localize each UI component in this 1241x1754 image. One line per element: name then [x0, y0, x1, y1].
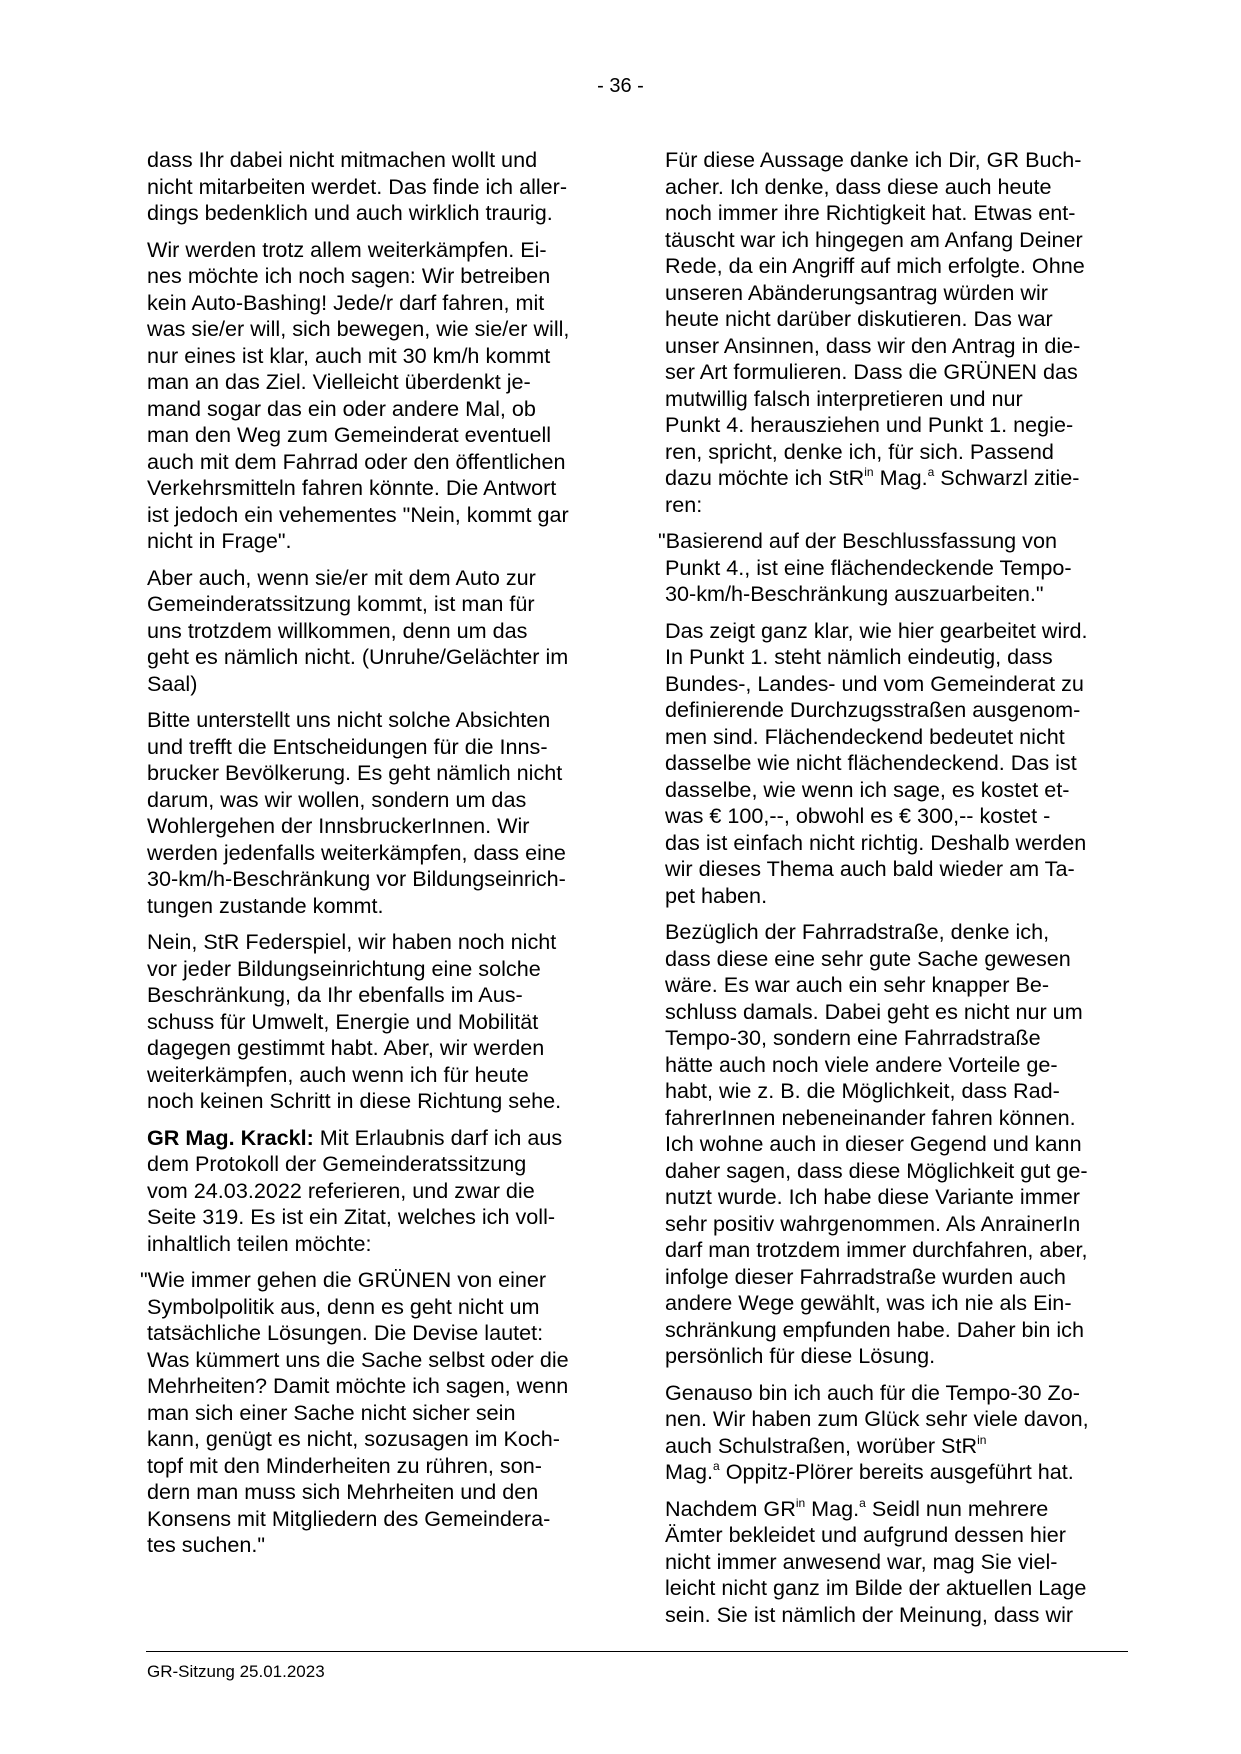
paragraph-rest: [147, 1151, 555, 1256]
text-line: dass diese eine sehr gute Sache gewesen: [665, 945, 1071, 971]
paragraph: [665, 919, 1129, 1370]
text-line: ist jedoch ein vehementes "Nein, kommt gar: [147, 501, 569, 527]
text-line: leicht nicht ganz im Bilde der aktuellen Lage: [665, 1575, 1087, 1600]
text-line: was sie/er will, sich bewegen, wie sie/er will,: [147, 316, 570, 341]
text-line: Wir werden trotz allem weiterkämpfen. Ei-: [147, 236, 547, 262]
text-line: Ich wohne auch in dieser Gegend und kann: [665, 1131, 1082, 1156]
text-line: dagegen gestimmt habt. Aber, wir werden: [147, 1035, 545, 1060]
text-line: weiterkämpfen, auch wenn ich für heute: [147, 1061, 529, 1087]
text-line: darum, was wir wollen, sondern um das: [147, 786, 527, 812]
text-line: nutzt wurde. Ich habe diese Variante immer: [665, 1184, 1080, 1209]
text-line: tungen zustande kommt.: [147, 892, 384, 918]
text-line: Wohlergehen der InnsbruckerInnen. Wir: [147, 813, 530, 838]
text-line: uns trotzdem willkommen, denn um das: [147, 617, 528, 643]
text-line: daher sagen, dass diese Möglichkeit gut ge-: [665, 1157, 1088, 1183]
paragraph: [147, 929, 609, 1115]
text-line: Verkehrsmitteln fahren könnte. Die Antwort: [147, 475, 557, 500]
text-line: hätte auch noch viele andere Vorteile ge-: [665, 1051, 1058, 1077]
text-line: Saal): [147, 670, 198, 696]
text-line: definierende Durchzugsstraßen ausgenom-: [665, 697, 1081, 722]
text-line: Bundes-, Landes- und vom Gemeinderat zu: [665, 670, 1084, 696]
page-number: - 36 -: [597, 75, 644, 97]
text-line: Aber auch, wenn sie/er mit dem Auto zur: [147, 564, 536, 590]
text-line: Bezüglich der Fahrradstraße, denke ich,: [665, 919, 1050, 944]
text-line: unseren Abänderungsantrag würden wir: [665, 279, 1048, 305]
text-line: Konsens mit Mitgliedern des Gemeindera-: [147, 1505, 551, 1531]
text-line: mutwillig falsch interpretieren und nur: [665, 385, 1023, 411]
text-line: "Wie immer gehen die GRÜNEN von einer: [140, 1267, 547, 1292]
text-line: nicht mitarbeiten werdet. Das finde ich aller-: [147, 173, 568, 199]
quote: [140, 1267, 609, 1559]
text-line: geht es nämlich nicht. (Unruhe/Gelächter im: [147, 644, 569, 669]
paragraph: [147, 565, 609, 698]
text-line: sehr positiv wahrgenommen. Als AnrainerIn: [665, 1210, 1081, 1236]
text-line: nicht in Frage".: [147, 528, 292, 553]
paragraph-rest: [665, 1522, 1086, 1627]
text-line: werden jedenfalls weiterkämpfen, dass eine: [147, 839, 566, 865]
text-line: Was kümmert uns die Sache selbst oder die: [147, 1346, 569, 1372]
text-line: ren, spricht, denke ich, für sich. Passend: [665, 438, 1054, 464]
text-line: acher. Ich denke, dass diese auch heute: [665, 173, 1052, 199]
text-line: man sich einer Sache nicht sicher sein: [147, 1399, 516, 1425]
text-line: Nein, StR Federspiel, wir haben noch nicht: [147, 929, 557, 954]
text-line: dings bedenklich und auch wirklich traurig.: [147, 200, 553, 225]
right-column: [658, 147, 1129, 1638]
text-line: In Punkt 1. steht nämlich eindeutig, dass: [665, 644, 1053, 669]
text-line: Bitte unterstellt uns nicht solche Absichten: [147, 707, 551, 732]
paragraph: [147, 707, 609, 919]
text-line: wäre. Es war auch ein sehr knapper Be-: [665, 972, 1050, 997]
text-line: Punkt 4. herausziehen und Punkt 1. negie-: [665, 412, 1074, 437]
text-line: persönlich für diese Lösung.: [665, 1343, 936, 1368]
text-line: "Basierend auf der Beschlussfassung von: [658, 528, 1057, 553]
text-line: Rede, da ein Angriff auf mich erfolgte. Ohne: [665, 253, 1085, 278]
text-line: Ämter bekleidet und aufgrund dessen hier: [665, 1522, 1066, 1547]
paragraph: [665, 618, 1129, 910]
text-line: dem Protokoll der Gemeinderatssitzung: [147, 1151, 527, 1176]
text-line: tes suchen.": [147, 1532, 266, 1557]
text-line: fahrerInnen nebeneinander fahren können.: [665, 1104, 1076, 1130]
text-line: habt, wie z. B. die Möglichkeit, dass Rad-: [665, 1078, 1060, 1103]
text-line: Mehrheiten? Damit möchte ich sagen, wenn: [147, 1373, 569, 1398]
text-line: unser Ansinnen, dass wir den Antrag in die-: [665, 332, 1081, 358]
text-line: Beschränkung, da Ihr ebenfalls im Aus-: [147, 982, 523, 1007]
paragraph-lines: [665, 147, 1085, 464]
text-line: 30-km/h-Beschränkung vor Bildungseinrich-: [147, 866, 566, 891]
text-line: vor jeder Bildungseinrichtung eine solche: [147, 955, 541, 981]
text-line: tatsächliche Lösungen. Die Devise lautet:: [147, 1320, 544, 1345]
text-line: pet haben.: [665, 882, 768, 908]
text-line: man den Weg zum Gemeinderat eventuell: [147, 422, 552, 447]
text-line: auch mit dem Fahrrad oder den öffentlichen: [147, 448, 566, 474]
text-line: topf mit den Minderheiten zu rühren, son-: [147, 1452, 542, 1478]
text-line: täuscht war ich hingegen am Anfang Deiner: [665, 226, 1083, 252]
text-line: vom 24.03.2022 referieren, und zwar die: [147, 1177, 535, 1203]
text-line: Seite 319. Es ist ein Zitat, welches ich voll-: [147, 1204, 556, 1229]
text-line: heute nicht darüber diskutieren. Das war: [665, 306, 1053, 331]
text-line: Für diese Aussage danke ich Dir, GR Buch-: [665, 147, 1082, 172]
text-line: nes möchte ich noch sagen: Wir betreiben: [147, 263, 551, 288]
text-line: Das zeigt ganz klar, wie hier gearbeitet wird.: [665, 617, 1088, 643]
text-line: infolge dieser Fahrradstraße wurden auch: [665, 1263, 1066, 1289]
text-line: was € 100,--, obwohl es € 300,-- kostet -: [665, 803, 1051, 828]
text-line: noch keinen Schritt in diese Richtung sehe.: [147, 1088, 562, 1113]
text-line: und trefft die Entscheidungen für die Inns-: [147, 733, 548, 759]
text-line: Symbolpolitik aus, denn es geht nicht um: [147, 1293, 540, 1319]
text-line: kein Auto-Bashing! Jede/r darf fahren, mit: [147, 289, 545, 315]
text-line: wir dieses Thema auch bald wieder am Ta-: [665, 856, 1075, 881]
text-line: Tempo-30, sondern eine Fahrradstraße: [665, 1025, 1041, 1050]
text-line: Punkt 4., ist eine flächendeckende Tempo-: [665, 554, 1072, 580]
footer-divider: [146, 1651, 1128, 1652]
text-line: sein. Sie ist nämlich der Meinung, dass wir: [665, 1601, 1074, 1627]
text-line: dasselbe, wie wenn ich sage, es kostet et-: [665, 776, 1070, 802]
left-column: [140, 147, 609, 1569]
text-line: ser Art formulieren. Dass die GRÜNEN das: [665, 359, 1078, 384]
text-line: nicht immer anwesend war, mag Sie viel-: [665, 1548, 1058, 1574]
quote: [658, 528, 1129, 608]
footer-text: GR-Sitzung 25.01.2023: [147, 1662, 325, 1681]
text-line: das ist einfach nicht richtig. Deshalb werden: [665, 829, 1087, 855]
text-line: schuss für Umwelt, Energie und Mobilität: [147, 1008, 539, 1034]
text-line: darf man trotzdem immer durchfahren, aber,: [665, 1237, 1088, 1262]
text-line: man an das Ziel. Vielleicht überdenkt je-: [147, 369, 531, 394]
paragraph: Genauso bin ich auch für die Tempo-30 Zo- nen. Wir haben zum Glück sehr viele davon, auch Schulstraßen, worüber StR$^{in}$ Mag.$^a$ Oppitz-Plörer bereits ausgeführt hat.: [665, 1379, 1089, 1484]
text-line: dass Ihr dabei nicht mitmachen wollt und: [147, 147, 538, 172]
paragraph: Nachdem $GR^{in}$ Mag.$^a$ Seidl nun mehrere Ämter bekleidet und aufgrund dessen hier nicht immer anwesend war, mag Sie viel- leicht nicht ganz im Bilde der aktuellen Lage sein. Sie ist nämlich der Meinung, dass wir: [665, 1495, 1087, 1627]
speaker-paragraph: GR Mag. Krackl: Mit Erlaubnis darf ich aus dem Protokoll der Gemeinderatssitzung vom 24.03.2022 referieren, und zwar die Seite 319. Es ist ein Zitat, welches ich voll- inhaltlich teilen möchte:: [147, 1124, 563, 1256]
text-line: 30-km/h-Beschränkung auszuarbeiten.": [665, 581, 1044, 606]
paragraph: [147, 237, 609, 555]
paragraph: [147, 147, 609, 227]
speaker-name: GR Mag. Krackl:: [147, 1124, 314, 1150]
text-line: men sind. Flächendeckend bedeutet nicht: [665, 723, 1065, 749]
text-line: nur eines ist klar, auch mit 30 km/h kommt: [147, 342, 551, 368]
text-line: inhaltlich teilen möchte:: [147, 1230, 372, 1256]
text-line: dern man muss sich Mehrheiten und den: [147, 1479, 539, 1504]
text-line: andere Wege gewählt, was ich nie als Ein-: [665, 1290, 1072, 1315]
text-line: mand sogar das ein oder andere Mal, ob: [147, 395, 536, 421]
text-line: brucker Bevölkerung. Es geht nämlich nicht: [147, 760, 563, 785]
text-line: Gemeinderatssitzung kommt, ist man für: [147, 591, 535, 616]
text-line: dasselbe wie nicht flächendeckend. Das ist: [665, 750, 1077, 775]
text-line: noch immer ihre Richtigkeit hat. Etwas ent-: [665, 200, 1076, 225]
text-line: schränkung empfunden habe. Daher bin ich: [665, 1316, 1084, 1342]
paragraph: Für diese Aussage danke ich Dir, GR Buch- acher. Ich denke, dass diese auch heute noch immer ihre Richtigkeit hat. Etwas ent- täuscht war ich hingegen am Anfang Deiner Rede, da ein Angriff auf mich erfolgte. Ohne unseren Abänderungsantrag würden wir heute nicht darüber diskutieren. Das war unser Ansinnen, dass wir den Antrag in die- ser Art formulieren. Dass die GRÜNEN das mutwillig falsch interpretieren und nur Punkt 4. herausziehen und Punkt 1. negie- ren, spricht, denke ich, für sich. Passend dazu möchte ich StR$^{in}$ Mag.$^a$ Schwarzl zitie- ren:: [665, 147, 1085, 517]
text-line: kann, genügt es nicht, sozusagen im Koch-: [147, 1426, 560, 1451]
text-line: schluss damals. Dabei geht es nicht nur um: [665, 998, 1083, 1024]
